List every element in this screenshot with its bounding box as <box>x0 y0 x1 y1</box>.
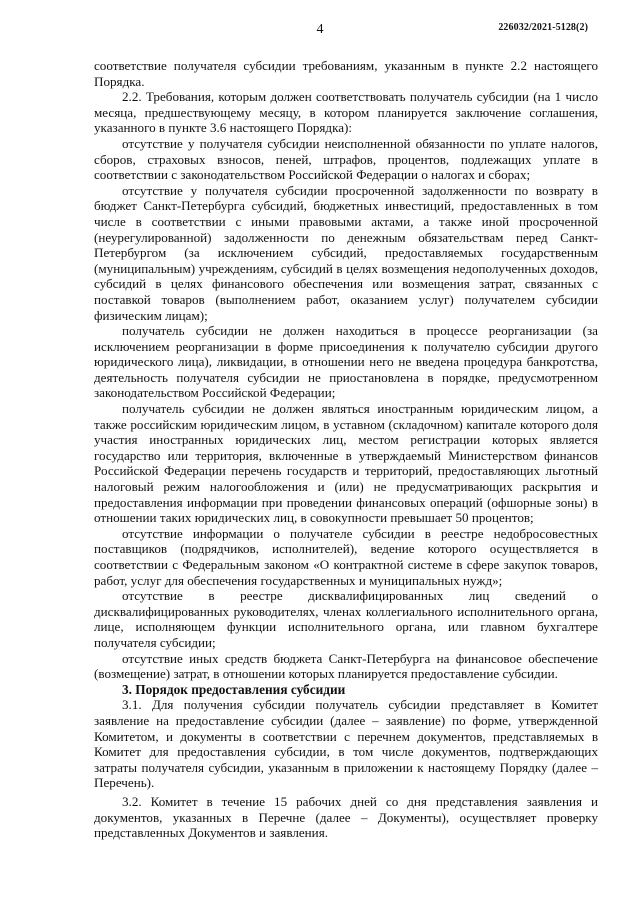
paragraph-continuation: соответствие получателя субсидии требованиям, указанным в пункте 2.2 настоящего Порядка. <box>94 58 598 89</box>
requirement-no-other-funds: отсутствие иных средств бюджета Санкт-Петербурга на финансовое обеспечение (возмещение) затрат, в отношении которых планируется предоставление субсидии. <box>94 650 598 682</box>
requirement-foreign-entity: получатель субсидии не должен являться иностранным юридическим лицом, а также российским юридическим лицом, в уставном (складочном) капитале которого доля участия иностранных юридических лиц, местом регистрации которых является государство или территория, включенные в утверждаемый Министерством финансов Российской Федерации перечень государств и территорий, предоставляющих льготный налоговый режим налогообложения и (или) не предусматривающих раскрытия и предоставления информации при проведении финансовых операций (офшорные зоны) в отношении таких юридических лиц, в совокупности превышает 50 процентов; <box>94 401 598 526</box>
page-number: 4 <box>316 22 324 37</box>
requirement-disqualified-persons: отсутствие в реестре дисквалифицированных лиц сведений о дисквалифицированных руководителях, членах коллегиального исполнительного органа, лице, исполняющем функции исполнительного органа, или главном бухгалтере получателя субсидии; <box>94 588 598 650</box>
requirement-overdue-debt: отсутствие у получателя субсидии просроченной задолженности по возврату в бюджет Санкт-Петербурга субсидий, бюджетных инвестиций, предоставленных в том числе в соответствии с иными правовыми актами, а также иной просроченной (неурегулированной) задолженности по денежным обязательствам перед Санкт-Петербургом (за исключением субсидий, предоставляемых государственным (муниципальным) учреждениям, субсидий в целях возмещения недополученных доходов, субсидий в целях финансового обеспечения или возмещения затрат, связанных с поставкой товаров (выполнением работ, оказанием услуг) получателем субсидии физическим лицам); <box>94 182 598 323</box>
requirement-taxes: отсутствие у получателя субсидии неисполненной обязанности по уплате налогов, сборов, страховых взносов, пеней, штрафов, процентов, подлежащих уплате в соответствии с законодательством Российской Федерации о налогах и сборах; <box>94 135 598 183</box>
section-heading: 3. Порядок предоставления субсидии <box>122 681 346 697</box>
paragraph-3-2: 3.2. Комитет в течение 15 рабочих дней со дня представления заявления и документов, указанных в Перечне (далее – Документы), осуществляет проверку представленных Документов и заявления. <box>94 793 598 841</box>
document-body <box>94 58 598 841</box>
requirement-reorganization: получатель субсидии не должен находиться в процессе реорганизации (за исключением реорганизации в форме присоединения к получателю субсидии другого юридического лица), ликвидации, в отношении него не введена процедура банкротства, деятельность получателя субсидии не приостановлена в порядке, предусмотренном законодательством Российской Федерации; <box>94 323 598 401</box>
requirement-unfair-suppliers: отсутствие информации о получателе субсидии в реестре недобросовестных поставщиков (подрядчиков, исполнителей), ведение которого осуществляется в соответствии с Федеральным законом «О контрактной системе в сфере закупок товаров, работ, услуг для обеспечения государственных и муниципальных нужд»; <box>94 525 598 588</box>
paragraph-3-1: 3.1. Для получения субсидии получатель субсидии представляет в Комитет заявление на предоставление субсидии (далее – заявление) по форме, утвержденной Комитетом, и документы в соответствии с перечнем документов, представляемых в Комитет для предоставления субсидии, в том числе документов, подтверждающих затраты получателя субсидии, указанным в приложении к настоящему Порядку (далее – Перечень). <box>94 697 598 791</box>
paragraph-2-2: 2.2. Требования, которым должен соответствовать получатель субсидии (на 1 число месяца, предшествующему месяцу, в котором планируется заключение соглашения, указанного в пункте 3.6 настоящего Порядка): <box>94 89 598 136</box>
document-id: 226032/2021-5128(2) <box>498 22 588 33</box>
